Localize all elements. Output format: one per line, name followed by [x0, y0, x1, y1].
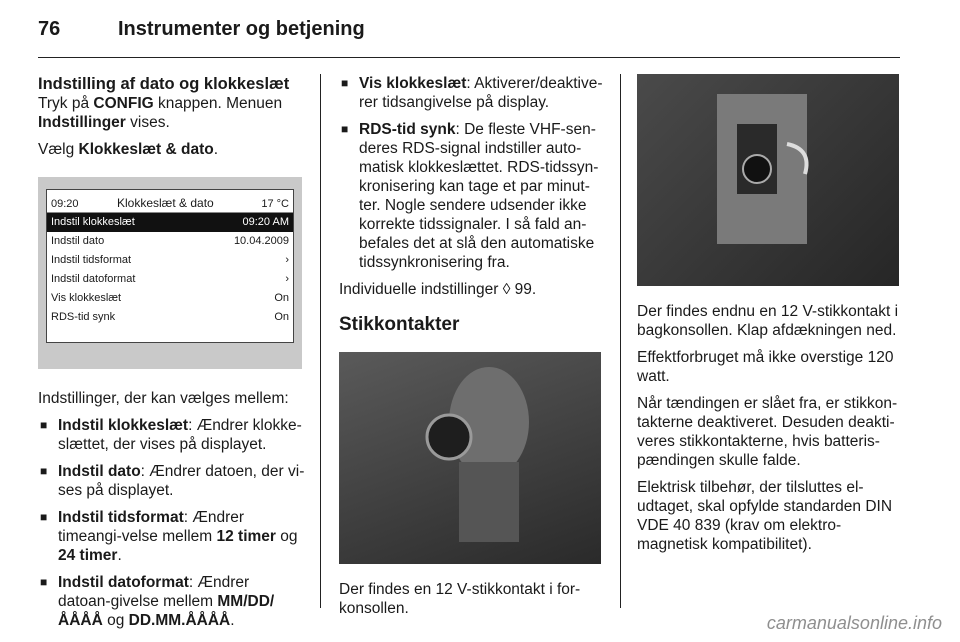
display-title: Klokkeslæt & dato — [117, 196, 214, 210]
paragraph-select: Vælg Klokkeslæt & dato. — [38, 141, 219, 158]
watermark: carmanualsonline.info — [766, 613, 942, 633]
settings-list — [38, 416, 306, 630]
page-header-title: Instrumenter og betjening — [118, 18, 365, 40]
column-divider — [320, 74, 321, 608]
display-row: RDS-tid synk On — [51, 311, 289, 323]
display-row: Indstil datoformat › — [51, 273, 289, 285]
column-right — [637, 74, 905, 562]
list-item: ■ Indstil tidsformat: Ændrer timeangi-velse mellem 12 timer og 24 timer. — [38, 508, 306, 565]
column-left — [38, 74, 306, 638]
column-middle — [339, 74, 607, 626]
paragraph: Elektrisk tilbehør, der tilsluttes el-udtaget, skal opfylde standarden DIN VDE 40 839 (krav om elektro-magnetisk kompatibilitet). — [637, 479, 893, 553]
display-row: Vis klokkeslæt On — [51, 292, 289, 304]
list-item: ■ RDS-tid synk: De fleste VHF-sen-deres RDS-signal indstiller auto-matisk klokkeslættet. RDS-tidssyn-kronisering kan tage et par minut-ter. Nogle sendere udsender ikke korrekte tidssignaler. I så fald an-befales det at slå den automatiske tidssynkronisering fra. — [339, 120, 607, 272]
section-title: Indstilling af dato og klokkeslæt — [38, 75, 290, 93]
paragraph-config: Tryk på CONFIG knappen. Menuen Indstillinger vises. — [38, 95, 283, 131]
paragraph: Når tændingen er slået fra, er stikkon-takterne deaktiveret. Desuden deakti-veres stikkontakterne, hvis batteris-pændingen skulle falde. — [637, 395, 898, 469]
front-socket-photo — [339, 352, 601, 564]
paragraph: Effektforbruget må ikke overstige 120 watt. — [637, 349, 894, 385]
settings-list-continued — [339, 74, 607, 272]
list-item: ■ Indstil datoformat: Ændrer datoan-givelse mellem MM/DD/ÅÅÅÅ og DD.MM.ÅÅÅÅ. — [38, 573, 306, 630]
page-number: 76 — [38, 18, 61, 40]
column-divider — [620, 74, 621, 608]
display-row: Indstil tidsformat › — [51, 254, 289, 266]
display-temp: 17 °C — [261, 198, 289, 210]
settings-intro: Indstillinger, der kan vælges mellem: — [38, 390, 289, 407]
rear-socket-photo — [637, 74, 899, 286]
display-row: Indstil dato 10.04.2009 — [51, 235, 289, 247]
list-item: ■ Indstil dato: Ændrer datoen, der vi-ses på displayet. — [38, 462, 306, 500]
cross-reference: Individuelle indstillinger ◊ 99. — [339, 281, 537, 298]
display-time: 09:20 — [51, 198, 79, 210]
photo-caption: Der findes en 12 V-stikkontakt i for-konsollen. — [339, 581, 581, 617]
header-rule — [38, 57, 900, 58]
display-row: Indstil klokkeslæt 09:20 AM — [47, 213, 293, 232]
section-heading: Stikkontakter — [339, 314, 460, 335]
list-item: ■ Indstil klokkeslæt: Ændrer klokke-slættet, der vises på displayet. — [38, 416, 306, 454]
paragraph: Der findes endnu en 12 V-stikkontakt i bagkonsollen. Klap afdækningen ned. — [637, 303, 899, 339]
display-screen-figure — [38, 177, 302, 369]
list-item: ■ Vis klokkeslæt: Aktiverer/deaktive-rer tidsangivelse på display. — [339, 74, 607, 112]
